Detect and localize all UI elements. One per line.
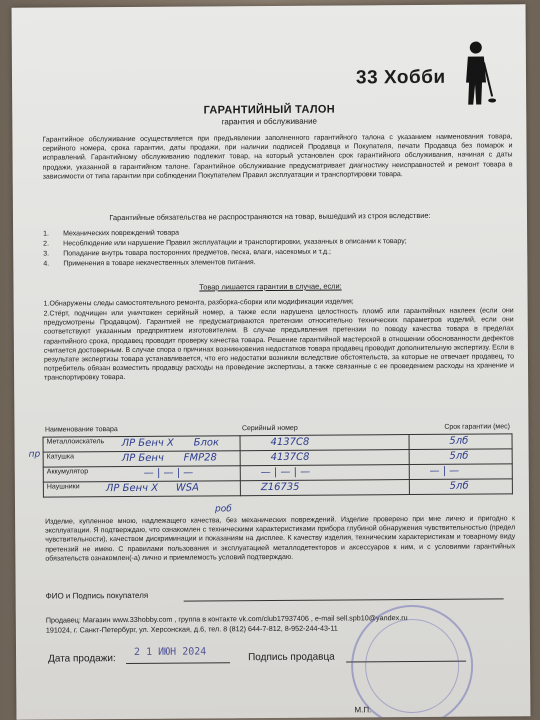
not-covered-heading: Гарантийные обязательства не распространяются на товар, вышедший из строя вследствие:: [109, 210, 431, 223]
handwritten-serial: 4137С8: [270, 451, 310, 464]
page-subtitle: гарантия и обслуживание: [221, 116, 318, 127]
list-item: 4. Применения в товаре некачественных элементов питания.: [43, 259, 256, 268]
void-item-2: 2.Стёрт, подчищен или уничтожен серийный номер, а также если нарушена целостность пломб или гарантийных наклеек (если они предусмотрены Продавцом). Гарантией не предусматриваются претензии относительно технических параметров изделий, если они соответствуют указанным предприятием изготовителем. В случае предъявления претензии по поводу качества товара в пределах гарантийного срока, продавец проводит проверку качества товара. Решение гарантийной мастерской в отношении обоснованности дефектов считается достоверным. В случае спора о причинах возникновения недостатков товара продавец проводит дополнительную экспертизу. Если в результате экспертизы товара устанавливается, что его недостатки возникли вследствие обстоятельств, за которые не отвечает продавец, то потребитель обязан возместить продавцу расходы на проведение экспертизы, а также связанные с ее проведением расходы на хранение и транспортировку товара.: [43, 307, 515, 383]
handwritten-term: 5лб: [449, 435, 469, 447]
handwritten-term: 5лб: [449, 450, 469, 462]
column-header-name: Наименование товара: [44, 425, 118, 434]
column-header-term: Срок гарантии (мес): [444, 422, 510, 431]
not-covered-list: [43, 226, 503, 269]
handwritten-model: Блок: [193, 437, 220, 449]
seller-info-line: Продавец: Магазин www.33hobby.com , группа в контакте vk.com/club17937406 , e-mail sell.spb10@yandex.ru: [45, 613, 408, 625]
table-row: [43, 479, 512, 497]
list-item: 1. Механических повреждений товара: [43, 229, 180, 238]
buyer-signature-label: ФИО и Подпись покупателя: [45, 590, 149, 601]
handwritten-margin-note: пр: [28, 449, 41, 460]
intro-paragraph: Гарантийное обслуживание осуществляется при предъявлении заполненного гарантийного талона с указанием наименования товара, серийного номера, срока гарантии, даты продажи, при наличии подписей Продавца и Покупателя, печати Продавца без помарок и исправлений. Гарантийному обслуживанию подлежит товар, на который установлен срок гарантийного обслуживания, начиная с даты продажи, указанной в гарантийном талоне. Гарантийное обслуживание предусматривает диагностику неисправностей и ремонт товара в зависимости от типа гарантии при соблюдении Покупателем Правил эксплуатации и транспортировки товара.: [42, 133, 513, 181]
handwritten-product-name: ЛР Бенч X: [121, 437, 174, 450]
term-cell: [409, 434, 512, 450]
serial-cell: [240, 435, 409, 451]
handwritten-dash-line: — | —: [429, 465, 460, 477]
serial-cell: [240, 450, 409, 466]
handwritten-term: 5лб: [449, 480, 469, 492]
sale-date-stamp: 2 1 ИЮН 2024: [133, 646, 207, 658]
warranty-card-sheet: [12, 4, 531, 720]
seller-address-line: 191024, г. Санкт-Петербург, ул. Херсонская, д.6, тел. 8 (812) 644-7-812, 8-952-244-43-11: [45, 623, 338, 635]
handwritten-below-note: роб: [214, 504, 232, 515]
logo-brand-text: 33 Хобби: [355, 66, 446, 89]
product-name-cell: Аккумулятор — | — | —: [43, 466, 240, 482]
product-table: [42, 419, 513, 497]
handwritten-serial: Z16735: [260, 481, 300, 494]
term-cell: [409, 449, 512, 465]
product-name-cell: Наушники ЛР Бенч X WSA: [43, 481, 240, 497]
handwritten-dash-line: — | — | —: [260, 466, 311, 479]
list-item: 3. Попадание внутрь товара посторонних предметов, песка, влаги, насекомых и т.д.;: [43, 248, 331, 258]
page-title: ГАРАНТИЙНЫЙ ТАЛОН: [203, 103, 335, 117]
sale-date-line: [126, 662, 230, 664]
serial-cell: [240, 465, 409, 481]
handwritten-model: FMP28: [183, 452, 217, 464]
buyer-signature-line: [184, 598, 504, 601]
acceptance-paragraph: Изделие, купленное мною, надлежащего качества, без механических повреждений. Изделие проверено при мне лично и пригодно к эксплуатации. Я подтверждаю, что ознакомлен с техническими характеристиками прибора глубиной обнаружения чувствительностью (предел чувствительности), качеством дискриминации и показаниям на дисплее. К качеству изделия, техническим характеристикам и товарному виду претензий не имею. С правилами пользования и эксплуатацией металлодетекторов и аксессуаров к ним, и с условиями гарантийных обязательств ознакомлен(-а) лично и приемлемость условий подтверждаю.: [45, 515, 516, 563]
list-item: 2. Несоблюдение или нарушение Правил эксплуатации и транспортировки, указанных в описании к товару;: [43, 238, 407, 248]
metal-detector-man-icon: [454, 38, 496, 108]
column-header-serial: Серийный номер: [241, 424, 298, 432]
handwritten-product-name: ЛР Бенч X: [105, 482, 159, 495]
void-item-1: 1.Обнаружены следы самостоятельного ремонта, разборка-сборки или модификации изделия;: [43, 298, 354, 308]
seller-signature-label: Подпись продавца: [248, 651, 335, 664]
sale-date-label: Дата продажи:: [48, 653, 116, 665]
product-name-cell: Катушка ЛР Бенч FMP28: [43, 451, 240, 467]
mp-label: М.П.: [354, 705, 372, 715]
handwritten-model: WSA: [175, 482, 199, 494]
product-name-cell: Металлоискатель ЛР Бенч X Блок: [43, 436, 240, 452]
shop-logo: [356, 38, 496, 109]
term-cell: [409, 479, 512, 495]
serial-cell: [240, 480, 409, 496]
handwritten-dash-line: — | — | —: [143, 467, 194, 479]
term-cell: [409, 464, 512, 480]
handwritten-serial: 4137С8: [270, 436, 310, 449]
void-heading: Товар лишается гарантии в случае, если:: [199, 281, 342, 292]
handwritten-product-name: ЛР Бенч: [121, 452, 164, 465]
seller-round-stamp: [351, 605, 474, 720]
